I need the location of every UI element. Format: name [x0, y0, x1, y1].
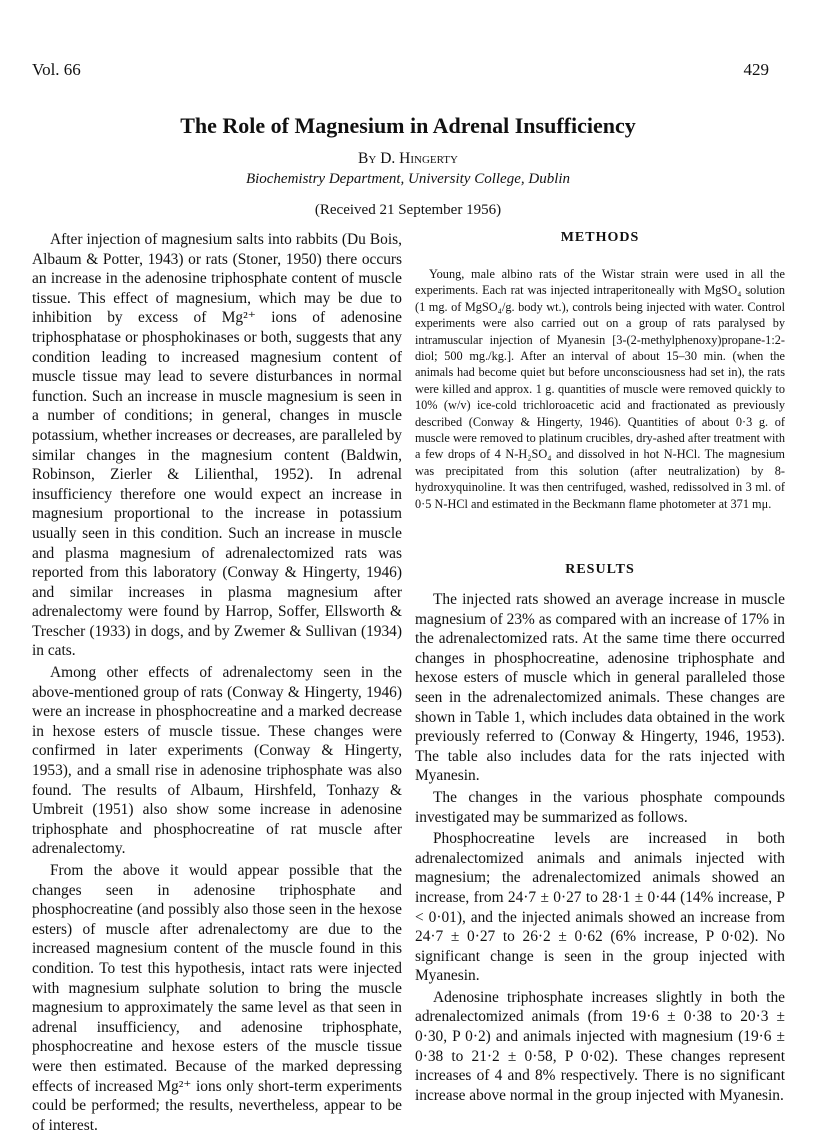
left-column [32, 230, 402, 1135]
results-section [415, 590, 785, 1105]
page-number: 429 [743, 60, 769, 79]
byline: By D. Hingerty [358, 150, 458, 167]
methods-text: Young, male albino rats of the Wistar strain were used in all the experiments. Each rat was injected intraperitoneally with MgSO₄ solution (1 mg. of MgSO₄/g. body wt.), controls being injected with water. Control experiments were also carried out on a group of rats paralysed by intramuscular injection of Myanesin [3-(2-methylphenoxy)propane-1:2-diol; 500 mg./kg.]. After an interval of about 15–30 min. (when the animals had become quiet but before unconsciousness had set in), the rats were killed and approx. 1 g. quantities of muscle were removed quickly to 10% (w/v) ice-cold trichloroacetic acid and fractionated as previously described (Conway & Hingerty, 1946). Quantities of about 0·3 g. of muscle were removed to platinum crucibles, dry-ashed after treatment with a few drops of 4 N-H₂SO₄ and dissolved in hot N-HCl. The magnesium was precipitated from this solution (after neutralization) by 8-hydroxyquinoline. It was then centrifuged, washed, redissolved in 3 ml. of 0·5 N-HCl and estimated in the Beckmann flame photometer at 371 mμ. [415, 267, 785, 511]
results-paragraph-3: Phosphocreatine levels are increased in both adrenalectomized animals and animals injected with magnesium; the adrenalectomized animals showed an increase, from 24·7 ± 0·27 to 28·1 ± 0·44 (14% increase, P < 0·01), and the injected animals showed an increase from 24·7 ± 0·27 to 26·2 ± 0·62 (6% increase, P 0·02). No significant change is seen in the group injected with Myanesin. [415, 830, 785, 985]
results-paragraph-2: The changes in the various phosphate compounds investigated may be summarized as follows. [415, 788, 785, 826]
received-date: (Received 21 September 1956) [314, 202, 502, 218]
affiliation: Biochemistry Department, University College, Dublin [245, 171, 571, 187]
volume-label: Vol. 66 [32, 60, 81, 79]
intro-paragraph-2: Among other effects of adrenalectomy seen in the above-mentioned group of rats (Conway & Hingerty, 1946) were an increase in phosphocreatine and a marked decrease in hexose esters of muscle tissue. These changes were confirmed in later experiments (Conway & Hingerty, 1953), and a small rise in adenosine triphosphate was also found. The results of Albaum, Hirshfeld, Tonhazy & Umbreit (1951) also show some increase in adenosine triphosphate and phosphocreatine of rat muscle after adrenalectomy. [32, 664, 402, 858]
results-heading: RESULTS [565, 562, 635, 577]
results-paragraph-1: The injected rats showed an average increase in muscle magnesium of 23% as compared with an increase of 17% in the adrenalectomized rats. At the same time there occurred changes in phosphocreatine, adenosine triphosphate and hexose esters of muscle which in general paralleled those seen in the adrenalectomized animals. These changes are shown in Table 1, which includes data obtained in the work previously referred to (Conway & Hingerty, 1946, 1953). The table also includes data for the rats injected with Myanesin. [415, 591, 785, 785]
intro-paragraph-3: From the above it would appear possible that the changes seen in adenosine triphosphate and phosphocreatine (and possibly also those seen in the hexose esters) of muscle after adrenalectomy are due to the increased magnesium content of the muscle found in this condition. To test this hypothesis, intact rats were injected with magnesium sulphate solution to bring the muscle magnesium to approximately the same level as that seen in adrenal insufficiency, and adenosine triphosphate, phosphocreatine and hexose esters of the muscle tissue were then estimated. Because of the marked depressing effects of increased Mg²⁺ ions only short-term experiments could be performed; the results, nevertheless, appear to be of interest. [32, 862, 402, 1134]
results-paragraph-4: Adenosine triphosphate increases slightly in both the adrenalectomized animals (from 19·6 ± 0·38 to 20·3 ± 0·30, P 0·2) and animals injected with magnesium (19·6 ± 0·38 to 21·2 ± 0·58, P 0·02). These changes represent increases of 4 and 8% respectively. There is no significant increase above normal in the group injected with Myanesin. [415, 988, 785, 1104]
intro-paragraph-1: After injection of magnesium salts into rabbits (Du Bois, Albaum & Potter, 1943) or rats (Stoner, 1950) there occurs an increase in the adenosine triphosphate content of muscle tissue. This effect of magnesium, which may be due to inhibition by excess of Mg²⁺ ions of adenosine triphosphatase or phosphokinases or both, suggests that any condition leading to increased magnesium content of muscle tissue may lead to severe disturbances in normal function. Such an increase in muscle magnesium is seen in a number of conditions; in general, changes in muscle potassium, whether increases or decreases, are paralleled by similar changes in the magnesium content (Baldwin, Robinson, Zierler & Lilienthal, 1952). In adrenal insufficiency therefore one would expect an increase in magnesium proportional to the increase in potassium usually seen in this condition. Such an increase in muscle and plasma magnesium of adrenalectomized rats was reported from this laboratory (Conway & Hingerty, 1946) and similar increases in plasma magnesium after adrenalectomy were found by Harrop, Soffer, Ellsworth & Trescher (1933) in dogs, and by Zwemer & Sullivan (1934) in cats. [32, 231, 402, 660]
article-title: The Role of Magnesium in Adrenal Insufficiency [180, 113, 636, 138]
methods-heading: METHODS [560, 230, 640, 245]
